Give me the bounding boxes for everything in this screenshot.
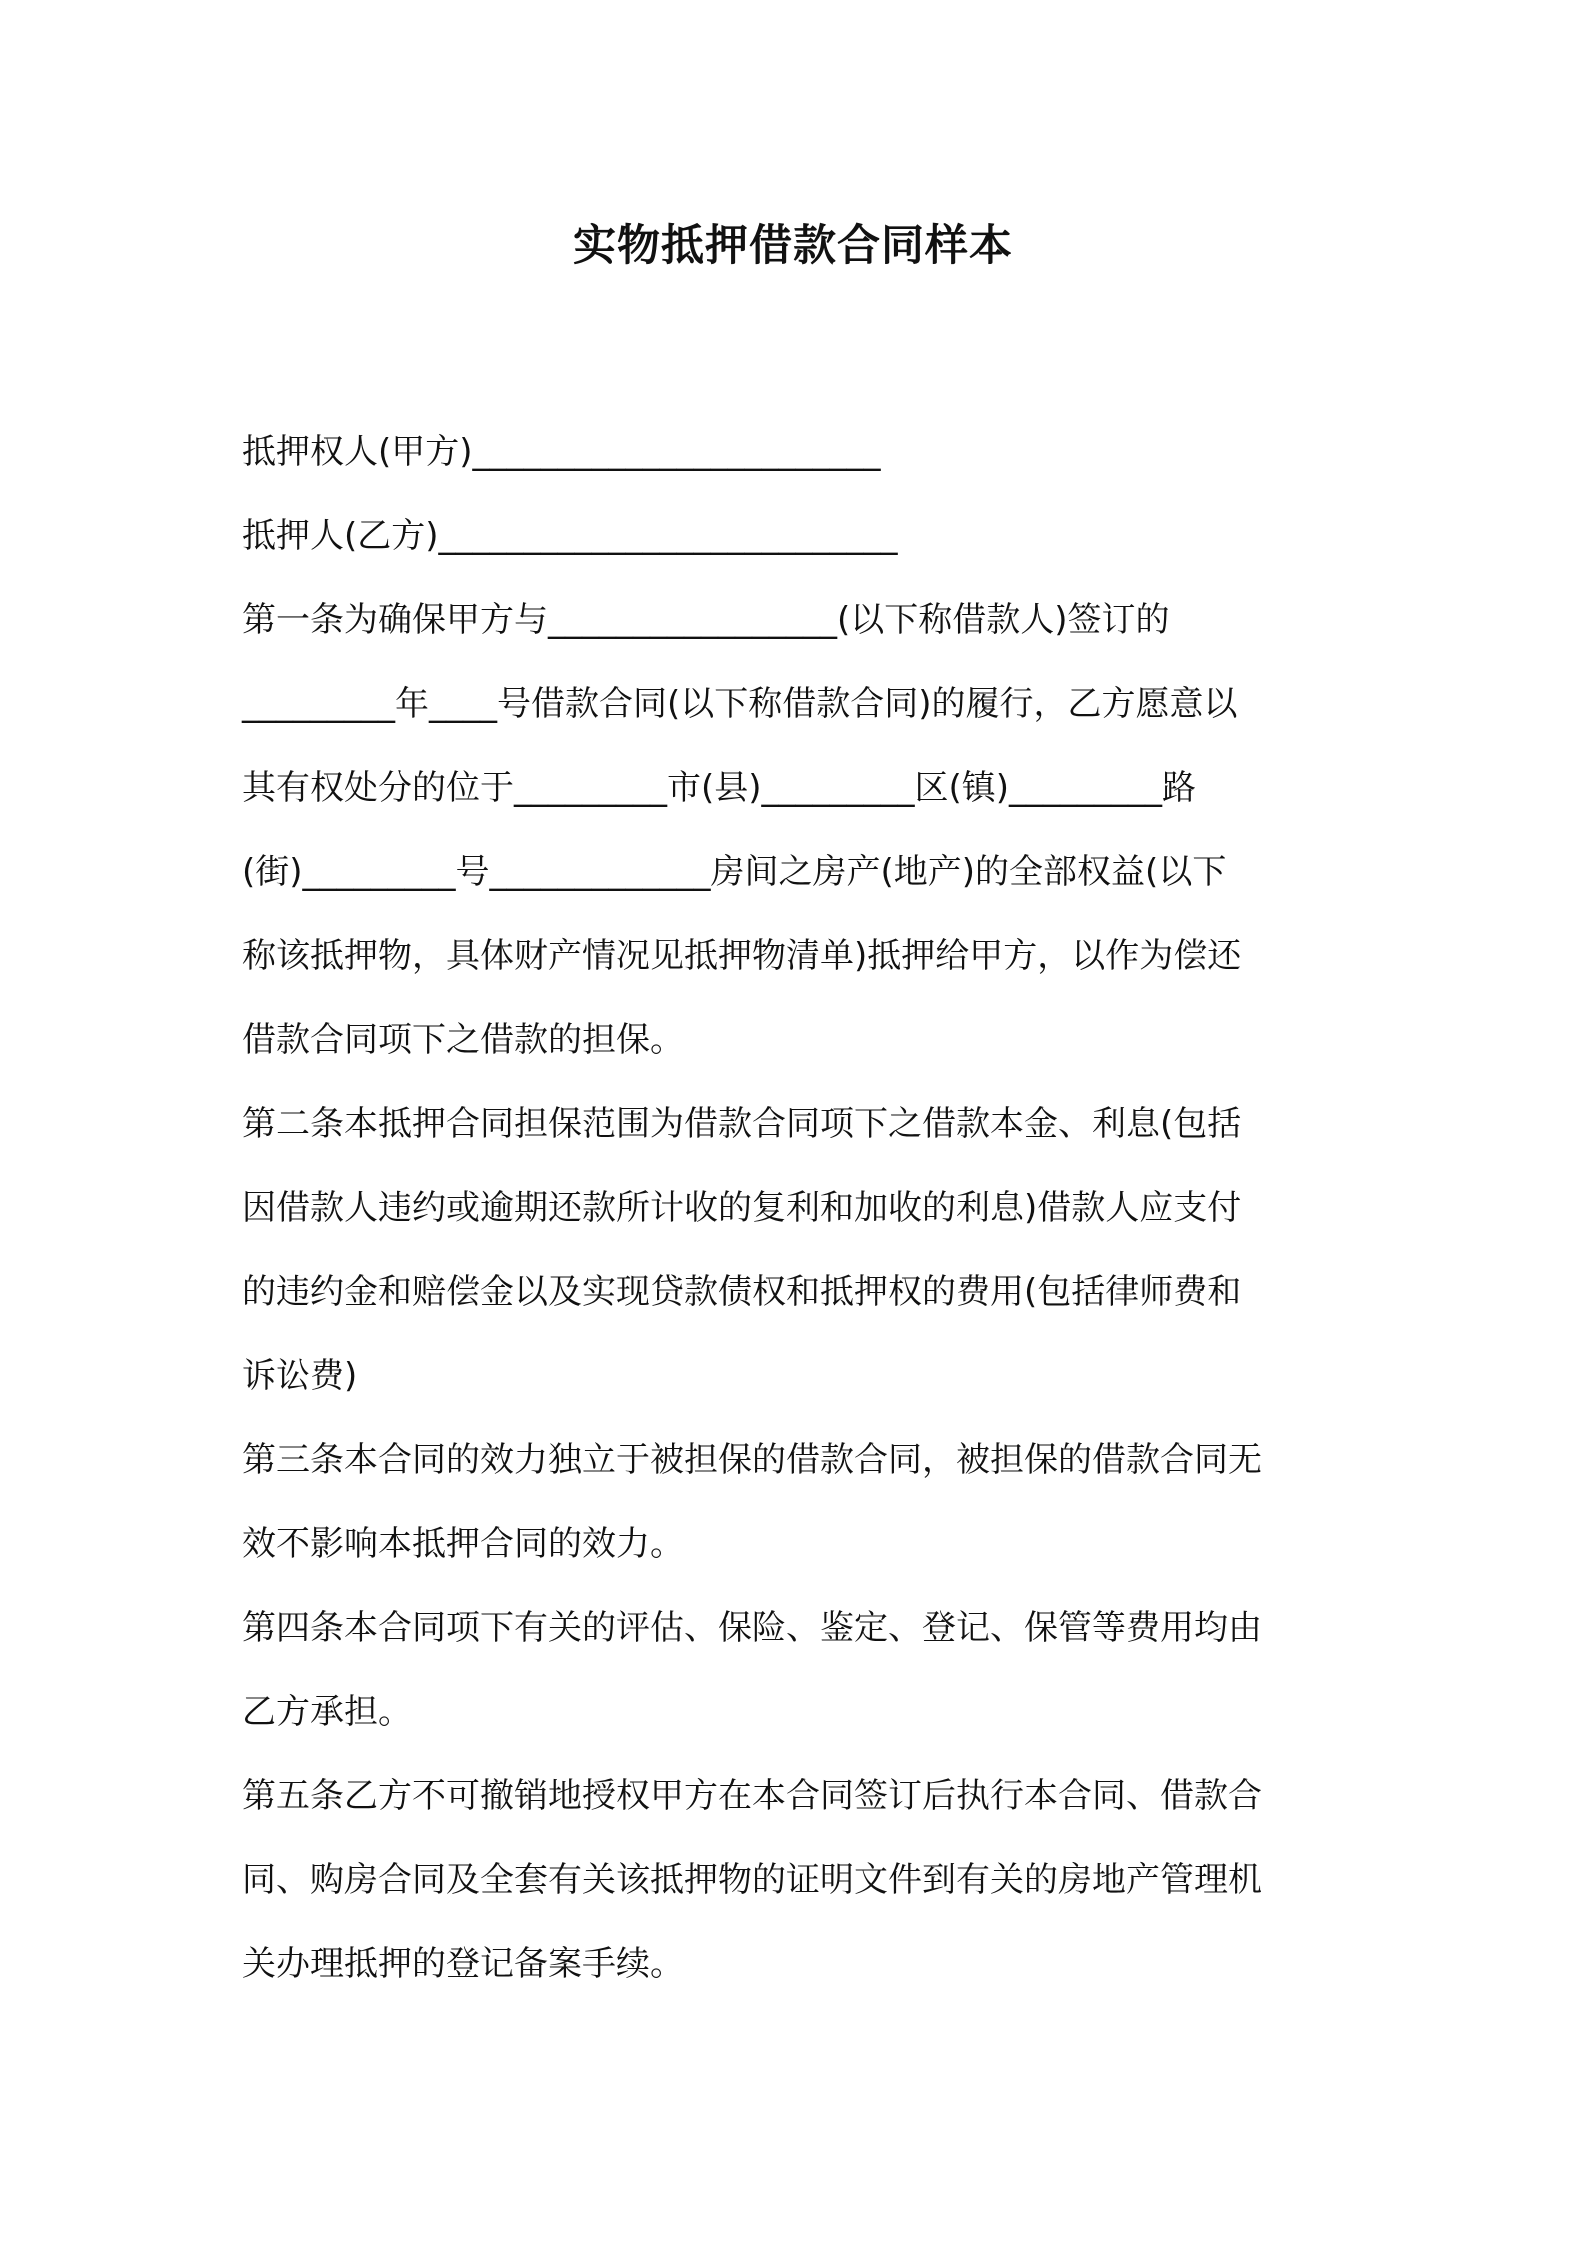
article-4-line-1: 第四条本合同项下有关的评估、保险、鉴定、登记、保管等费用均由 [242,1608,1262,1648]
article-2-line-1: 第二条本抵押合同担保范围为借款合同项下之借款本金、利息(包括 [242,1104,1242,1144]
article-5-line-3: 关办理抵押的登记备案手续。 [242,1944,684,1984]
article-4-line-2: 乙方承担。 [242,1692,412,1732]
article-1-line-1: 第一条为确保甲方与_________________(以下称借款人)签订的 [242,600,1170,640]
article-1-line-3: 其有权处分的位于_________市(县)_________区(镇)_________路 [242,768,1197,808]
article-3-line-1: 第三条本合同的效力独立于被担保的借款合同，被担保的借款合同无 [242,1440,1262,1480]
article-5-line-1: 第五条乙方不可撤销地授权甲方在本合同签订后执行本合同、借款合 [242,1776,1262,1816]
document-body [242,410,1352,2006]
article-1-line-4: (街)_________号_____________房间之房产(地产)的全部权益(以下 [242,852,1227,892]
article-1-line-2: _________年____号借款合同(以下称借款合同)的履行，乙方愿意以 [242,684,1238,724]
article-5-line-2: 同、购房合同及全套有关该抵押物的证明文件到有关的房地产管理机 [242,1860,1262,1900]
article-1-line-5: 称该抵押物，具体财产情况见抵押物清单)抵押给甲方，以作为偿还 [242,936,1242,976]
party-b-line: 抵押人(乙方)___________________________ [242,516,898,556]
party-a-line: 抵押权人(甲方)________________________ [242,432,881,472]
article-1-line-6: 借款合同项下之借款的担保。 [242,1020,684,1060]
document-title: 实物抵押借款合同样本 [573,221,1013,271]
article-2-line-3: 的违约金和赔偿金以及实现贷款债权和抵押权的费用(包括律师费和 [242,1272,1242,1312]
article-3-line-2: 效不影响本抵押合同的效力。 [242,1524,684,1564]
article-2-line-2: 因借款人违约或逾期还款所计收的复利和加收的利息)借款人应支付 [242,1188,1242,1228]
article-2-line-4: 诉讼费) [242,1356,358,1396]
